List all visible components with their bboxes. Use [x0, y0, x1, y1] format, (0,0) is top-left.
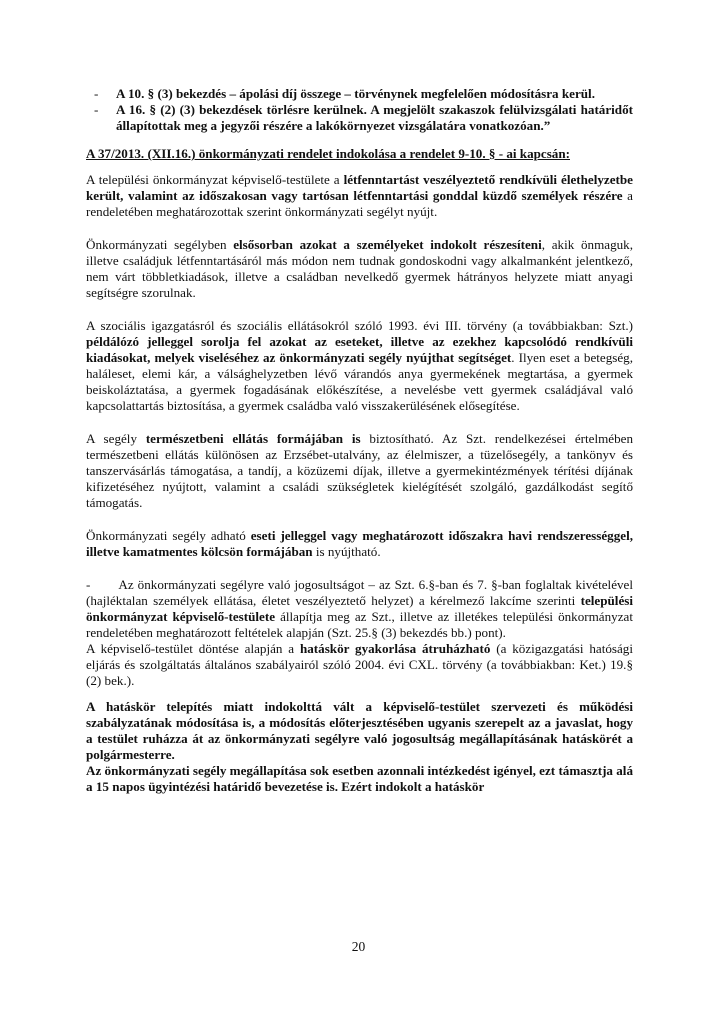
paragraph-6-text-a: Az önkormányzati segélyre való jogosultságot – az Szt. 6.§-ban és 7. §-ban foglaltak kivételével (hajléktalan személyek ellátása, életet veszélyeztető helyzet) a kérelmező lakcíme szerinti [86, 577, 633, 608]
paragraph-7-bold: hatáskör gyakorlása átruházható [299, 641, 491, 656]
paragraph-2 [86, 237, 633, 301]
paragraph-5-bold: eseti jelleggel vagy meghatározott időszakra havi rendszerességgel, illetve kamatmentes kölcsön formájában [86, 528, 633, 559]
paragraph-6-text-c: állapítja meg az Szt., illetve az illetékes települési önkormányzat rendeletében meghatározott feltételek alapján (Szt. 25.§ (3) bekezdés bb.) pont). [86, 609, 633, 640]
list-item [86, 86, 633, 102]
page-number: 20 [351, 939, 366, 954]
paragraph-3 [86, 318, 633, 414]
paragraph-1 [86, 172, 633, 220]
bullet-dash: - [94, 102, 99, 117]
paragraph-3-text-c: . Ilyen eset a betegség, haláleset, elemi kár, a válsághelyzetben lévő várandós anya gyermekének megtartása, a gyermek beiskoláztatása, a gyermek fogadásának előkészítése, a nevelésbe vett gyermek családjával való kapcsolattartás biztosítása, a gyermek családba való visszakerülésének elősegítése. [86, 350, 633, 413]
paragraph-1-text-a: A települési önkormányzat képviselő-testülete a [86, 172, 344, 187]
paragraph-1-bold: létfenntartást veszélyeztető rendkívüli élethelyzetbe került, valamint az időszakosan vagy tartósan létfenntartási gonddal küzdő személyek részére [86, 172, 633, 203]
list-item-text: A 10. § (3) bekezdés – ápolási díj összege – törvénynek megfelelően módosításra kerül. [116, 86, 595, 101]
paragraph-7-text-c: (a közigazgatási hatósági eljárás és szolgáltatás általános szabályairól szóló 2004. évi CXL. törvény (a továbbiakban: Ket.) 19.§ (2) bek.). [86, 641, 633, 688]
paragraph-4-text-a: A segély [86, 431, 146, 446]
paragraph-8: A hatáskör telepítés miatt indokolttá vált a képviselő-testület szervezeti és működési szabályzatának módosítása is, a módosítás előterjesztésében ugyanis szerepelt az a javaslat, hogy a testület ruházza át az önkormányzati segélyre való jogosultság megállapításának hatáskörét a polgármesterre. [86, 699, 633, 762]
paragraph-2-bold: elsősorban azokat a személyeket indokolt részesíteni [233, 237, 542, 252]
paragraph-2-text-a: Önkormányzati segélyben [86, 237, 234, 252]
page-content [86, 86, 633, 795]
paragraph-1-text-c: a rendeletében meghatározottak szerint önkormányzati segélyt nyújt. [86, 188, 633, 219]
list-item-text: A 16. § (2) (3) bekezdések törlésre kerülnek. A megjelölt szakaszok felülvizsgálati határidőt állapítottak meg a jegyzői részére a lakókörnyezet vizsgálatára vonatkozóan.” [116, 102, 633, 133]
paragraph-7 [86, 641, 633, 689]
list-item [86, 102, 633, 134]
paragraph-3-text-a: A szociális igazgatásról és szociális ellátásokról szóló 1993. évi III. törvény (a továbbiakban: Szt.) [86, 318, 633, 333]
bullet-dash: - [94, 86, 99, 101]
paragraph-4-bold: természetbeni ellátás formájában is [145, 431, 361, 446]
paragraph-3-bold: példálózó jelleggel sorolja fel azokat az eseteket, illetve az ezekhez kapcsolódó rendkívüli kiadásokat, melyek viseléséhez az önkormányzati segély nyújthat segítséget [86, 334, 633, 365]
paragraph-9: Az önkormányzati segély megállapítása sok esetben azonnali intézkedést igényel, ezt támasztja alá a 15 napos ügyintézési határidő bevezetése is. Ezért indokolt a hatáskör [86, 763, 633, 794]
paragraph-5 [86, 528, 633, 560]
paragraph-4 [86, 431, 633, 511]
paragraph-7-text-a: A képviselő-testület döntése alapján a [86, 641, 300, 656]
paragraph-6-dash: - [86, 577, 91, 592]
paragraph-2-text-c: , akik önmaguk, illetve családjuk létfenntartásáról más módon nem tudnak gondoskodni vagy alkalmanként jelentkező, nem várt többletkiadások, illetve a családban nevelkedő gyermek hátrányos helyzete miatt anyagi segítségre szorulnak. [86, 237, 633, 300]
paragraph-6 [86, 577, 633, 641]
paragraph-5-text-c: is nyújtható. [312, 544, 381, 559]
paragraph-4-text-c: biztosítható. Az Szt. rendelkezései értelmében természetbeni ellátás különösen az Erzsébet-utalvány, az élelmiszer, a tüzelősegély, a tankönyv és tanszervásárlás támogatása, a tandíj, a közüzemi díjak, illetve a gyermekintézmények térítési díjának kifizetéséhez nyújtott, valamint a családi szükségletek kielégítését szolgáló, gazdálkodást segítő támogatás. [86, 431, 633, 510]
paragraph-6-bold: települési önkormányzat képviselő-testülete [86, 593, 633, 624]
section-heading: A 37/2013. (XII.16.) önkormányzati rendelet indokolása a rendelet 9-10. § - ai kapcsán: [86, 146, 570, 161]
paragraph-5-text-a: Önkormányzati segély adható [86, 528, 251, 543]
